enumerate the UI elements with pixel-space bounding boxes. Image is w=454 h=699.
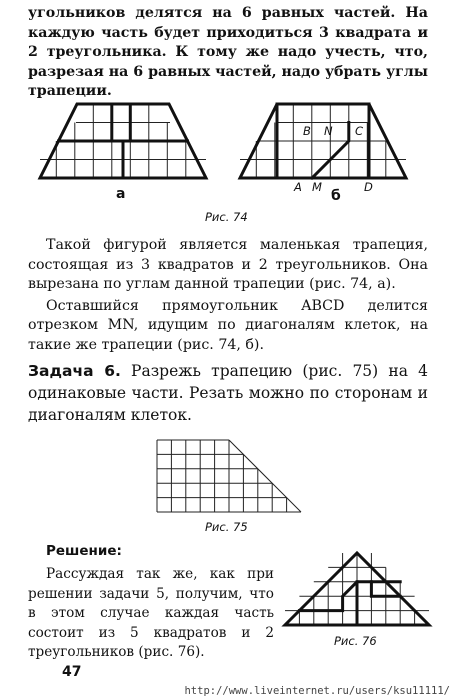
figure-74a-label: а [116, 186, 126, 202]
page-number: 47 [62, 664, 82, 680]
point-label-a: A [294, 180, 302, 194]
task-6 [28, 360, 428, 426]
paragraph-middle-2: Оставшийся прямоугольник ABCD делится отрезком MN, идущим по диагоналям клеток, на такие же трапеции (рис. 74, б). [28, 297, 428, 353]
paragraph-top-text: угольников делятся на 6 равных частей. На каждую часть будет приходиться 3 квадрата и 2 треугольника. К тому же надо учесть, что, разрезая на 6 равных частей, надо убрать углы трапеции. [28, 5, 428, 99]
solution [28, 565, 274, 663]
figure-74-caption: Рис. 74 [205, 210, 248, 224]
point-label-b: B [303, 124, 311, 138]
solution-text: Рассуждая так же, как при решении задачи 5, получим, что в этом случае каждая часть состоит из 5 квадратов и 2 треугольников (рис. 76). [28, 566, 274, 660]
point-label-c: C [355, 124, 364, 138]
figure-75 [157, 440, 301, 512]
figure-74b [240, 104, 406, 178]
paragraph-middle [28, 236, 428, 355]
figure-75-caption: Рис. 75 [205, 520, 248, 534]
point-label-n: N [324, 124, 333, 138]
figure-74a [40, 104, 206, 178]
point-label-d: D [364, 180, 373, 194]
task-6-text: Разрежь трапецию (рис. 75) на 4 одинаковые части. Резать можно по сторонам и диагоналям клеток. [28, 362, 428, 424]
figure-76 [285, 553, 429, 625]
watermark-url: http://www.liveinternet.ru/users/ksu11111/ [184, 685, 450, 697]
figure-74b-label: б [331, 188, 341, 204]
task-6-title: Задача 6. [28, 362, 121, 380]
point-label-m: M [312, 180, 322, 194]
paragraph-middle-1: Такой фигурой является маленькая трапеция, состоящая из 3 квадратов и 2 треугольников. Она вырезана по углам данной трапеции (рис. 74, а). [28, 237, 428, 292]
figure-76-caption: Рис. 76 [334, 634, 377, 648]
paragraph-top [28, 4, 428, 102]
solution-heading: Решение: [46, 543, 122, 559]
